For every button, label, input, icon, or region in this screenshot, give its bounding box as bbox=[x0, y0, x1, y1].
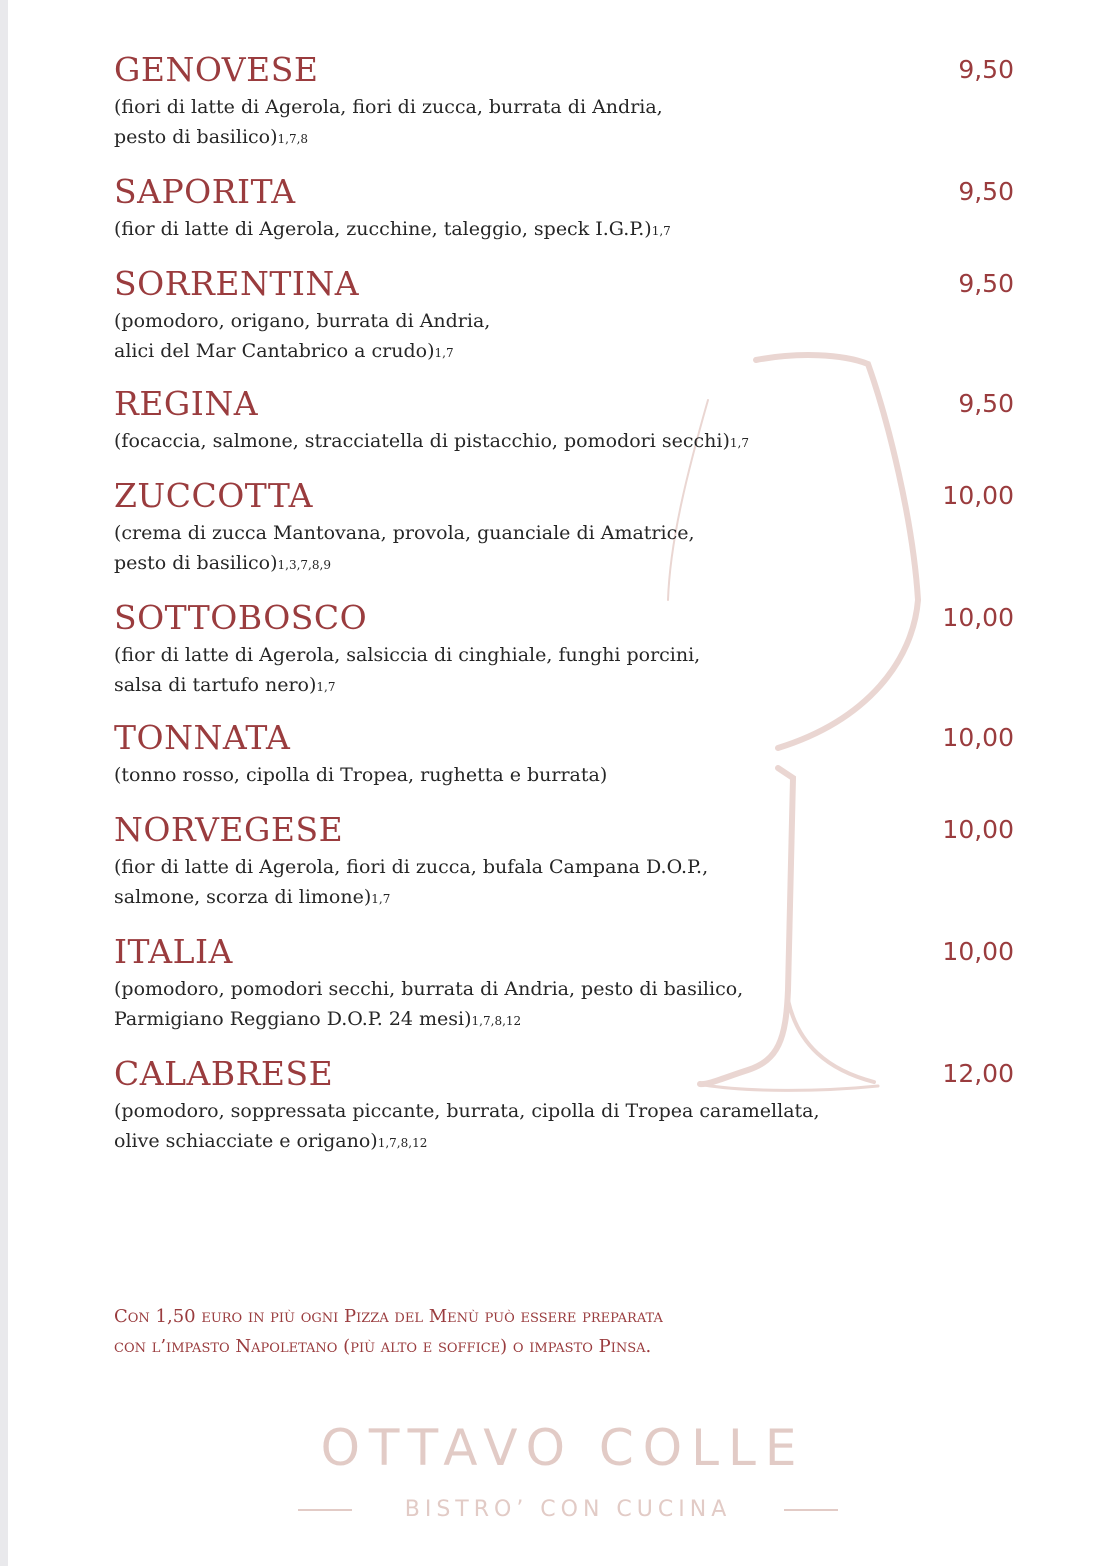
description-line bbox=[114, 306, 490, 336]
description-line bbox=[114, 92, 663, 122]
dough-note-line: con l’impasto Napoletano (più alto e soffice) o impasto Pinsa. bbox=[114, 1336, 652, 1357]
pizza-price: 10,00 bbox=[942, 723, 1014, 752]
pizza-description bbox=[114, 640, 700, 702]
ingredients-text: alici del Mar Cantabrico a crudo) bbox=[114, 340, 435, 362]
description-line bbox=[114, 852, 708, 882]
ingredients-text: Parmigiano Reggiano D.O.P. 24 mesi) bbox=[114, 1008, 472, 1030]
allergen-codes: 1,7 bbox=[434, 346, 454, 360]
divider-left bbox=[298, 1509, 352, 1511]
allergen-codes: 1,7 bbox=[651, 224, 671, 238]
ingredients-text: (focaccia, salmone, stracciatella di pistacchio, pomodori secchi) bbox=[114, 430, 730, 452]
ingredients-text: salmone, scorza di limone) bbox=[114, 886, 372, 908]
pizza-price: 10,00 bbox=[942, 937, 1014, 966]
pizza-name: SORRENTINA bbox=[114, 264, 360, 303]
dough-note-line: Con 1,50 euro in più ogni Pizza del Menù può essere preparata bbox=[114, 1306, 663, 1327]
ingredients-text: (fior di latte di Agerola, salsiccia di cinghiale, funghi porcini, bbox=[114, 644, 701, 666]
description-line bbox=[114, 1126, 820, 1158]
dough-note bbox=[114, 1302, 663, 1362]
pizza-description bbox=[114, 214, 671, 246]
pizza-name: TONNATA bbox=[114, 718, 291, 757]
description-line bbox=[114, 214, 671, 246]
description-line bbox=[114, 122, 663, 154]
description-line bbox=[114, 1004, 743, 1036]
divider-right bbox=[784, 1509, 838, 1511]
description-line bbox=[114, 426, 749, 458]
ingredients-text: (pomodoro, soppressata piccante, burrata, cipolla di Tropea caramellata, bbox=[114, 1100, 820, 1122]
description-line bbox=[114, 974, 743, 1004]
pizza-price: 9,50 bbox=[958, 389, 1014, 418]
pizza-price: 9,50 bbox=[958, 269, 1014, 298]
pizza-description bbox=[114, 974, 743, 1036]
pizza-price: 10,00 bbox=[942, 481, 1014, 510]
pizza-description bbox=[114, 1096, 820, 1158]
description-line bbox=[114, 518, 695, 548]
pizza-description bbox=[114, 426, 749, 458]
pizza-description bbox=[114, 306, 490, 368]
description-line bbox=[114, 336, 490, 368]
pizza-price: 12,00 bbox=[942, 1059, 1014, 1088]
pizza-name: GENOVESE bbox=[114, 50, 319, 89]
allergen-codes: 1,7 bbox=[729, 436, 749, 450]
description-line bbox=[114, 670, 700, 702]
ingredients-text: (pomodoro, pomodori secchi, burrata di Andria, pesto di basilico, bbox=[114, 978, 744, 1000]
pizza-name: SOTTOBOSCO bbox=[114, 598, 368, 637]
restaurant-logo-tagline bbox=[298, 1490, 838, 1530]
ingredients-text: (tonno rosso, cipolla di Tropea, rughetta e burrata) bbox=[114, 764, 608, 786]
pizza-name: ZUCCOTTA bbox=[114, 476, 313, 515]
pizza-price: 9,50 bbox=[958, 177, 1014, 206]
tagline-text: BISTRO’ CON CUCINA bbox=[404, 1497, 732, 1522]
ingredients-text: (fior di latte di Agerola, fiori di zucca, bufala Campana D.O.P., bbox=[114, 856, 709, 878]
pizza-description bbox=[114, 92, 663, 154]
ingredients-text: (pomodoro, origano, burrata di Andria, bbox=[114, 310, 491, 332]
ingredients-text: olive schiacciate e origano) bbox=[114, 1130, 378, 1152]
description-line bbox=[114, 548, 695, 580]
ingredients-text: pesto di basilico) bbox=[114, 126, 278, 148]
pizza-name: CALABRESE bbox=[114, 1054, 334, 1093]
ingredients-text: (fior di latte di Agerola, zucchine, taleggio, speck I.G.P.) bbox=[114, 218, 652, 240]
pizza-price: 10,00 bbox=[942, 815, 1014, 844]
allergen-codes: 1,3,7,8,9 bbox=[277, 558, 331, 572]
allergen-codes: 1,7,8,12 bbox=[471, 1014, 522, 1028]
ingredients-text: (crema di zucca Mantovana, provola, guanciale di Amatrice, bbox=[114, 522, 695, 544]
description-line bbox=[114, 760, 607, 790]
restaurant-logo-name: OTTAVO COLLE bbox=[320, 1419, 806, 1477]
ingredients-text: salsa di tartufo nero) bbox=[114, 674, 317, 696]
description-line bbox=[114, 882, 708, 914]
pizza-name: SAPORITA bbox=[114, 172, 296, 211]
pizza-name: REGINA bbox=[114, 384, 259, 423]
pizza-name: ITALIA bbox=[114, 932, 233, 971]
allergen-codes: 1,7,8,12 bbox=[377, 1136, 428, 1150]
pizza-description bbox=[114, 518, 695, 580]
ingredients-text: pesto di basilico) bbox=[114, 552, 278, 574]
pizza-price: 9,50 bbox=[958, 55, 1014, 84]
description-line bbox=[114, 1096, 820, 1126]
pizza-price: 10,00 bbox=[942, 603, 1014, 632]
pizza-name: NORVEGESE bbox=[114, 810, 344, 849]
allergen-codes: 1,7,8 bbox=[277, 132, 309, 146]
pizza-description bbox=[114, 760, 607, 790]
allergen-codes: 1,7 bbox=[316, 680, 336, 694]
menu-page bbox=[8, 0, 1106, 1566]
allergen-codes: 1,7 bbox=[371, 892, 391, 906]
description-line bbox=[114, 640, 700, 670]
pizza-description bbox=[114, 852, 708, 914]
ingredients-text: (fiori di latte di Agerola, fiori di zucca, burrata di Andria, bbox=[114, 96, 663, 118]
